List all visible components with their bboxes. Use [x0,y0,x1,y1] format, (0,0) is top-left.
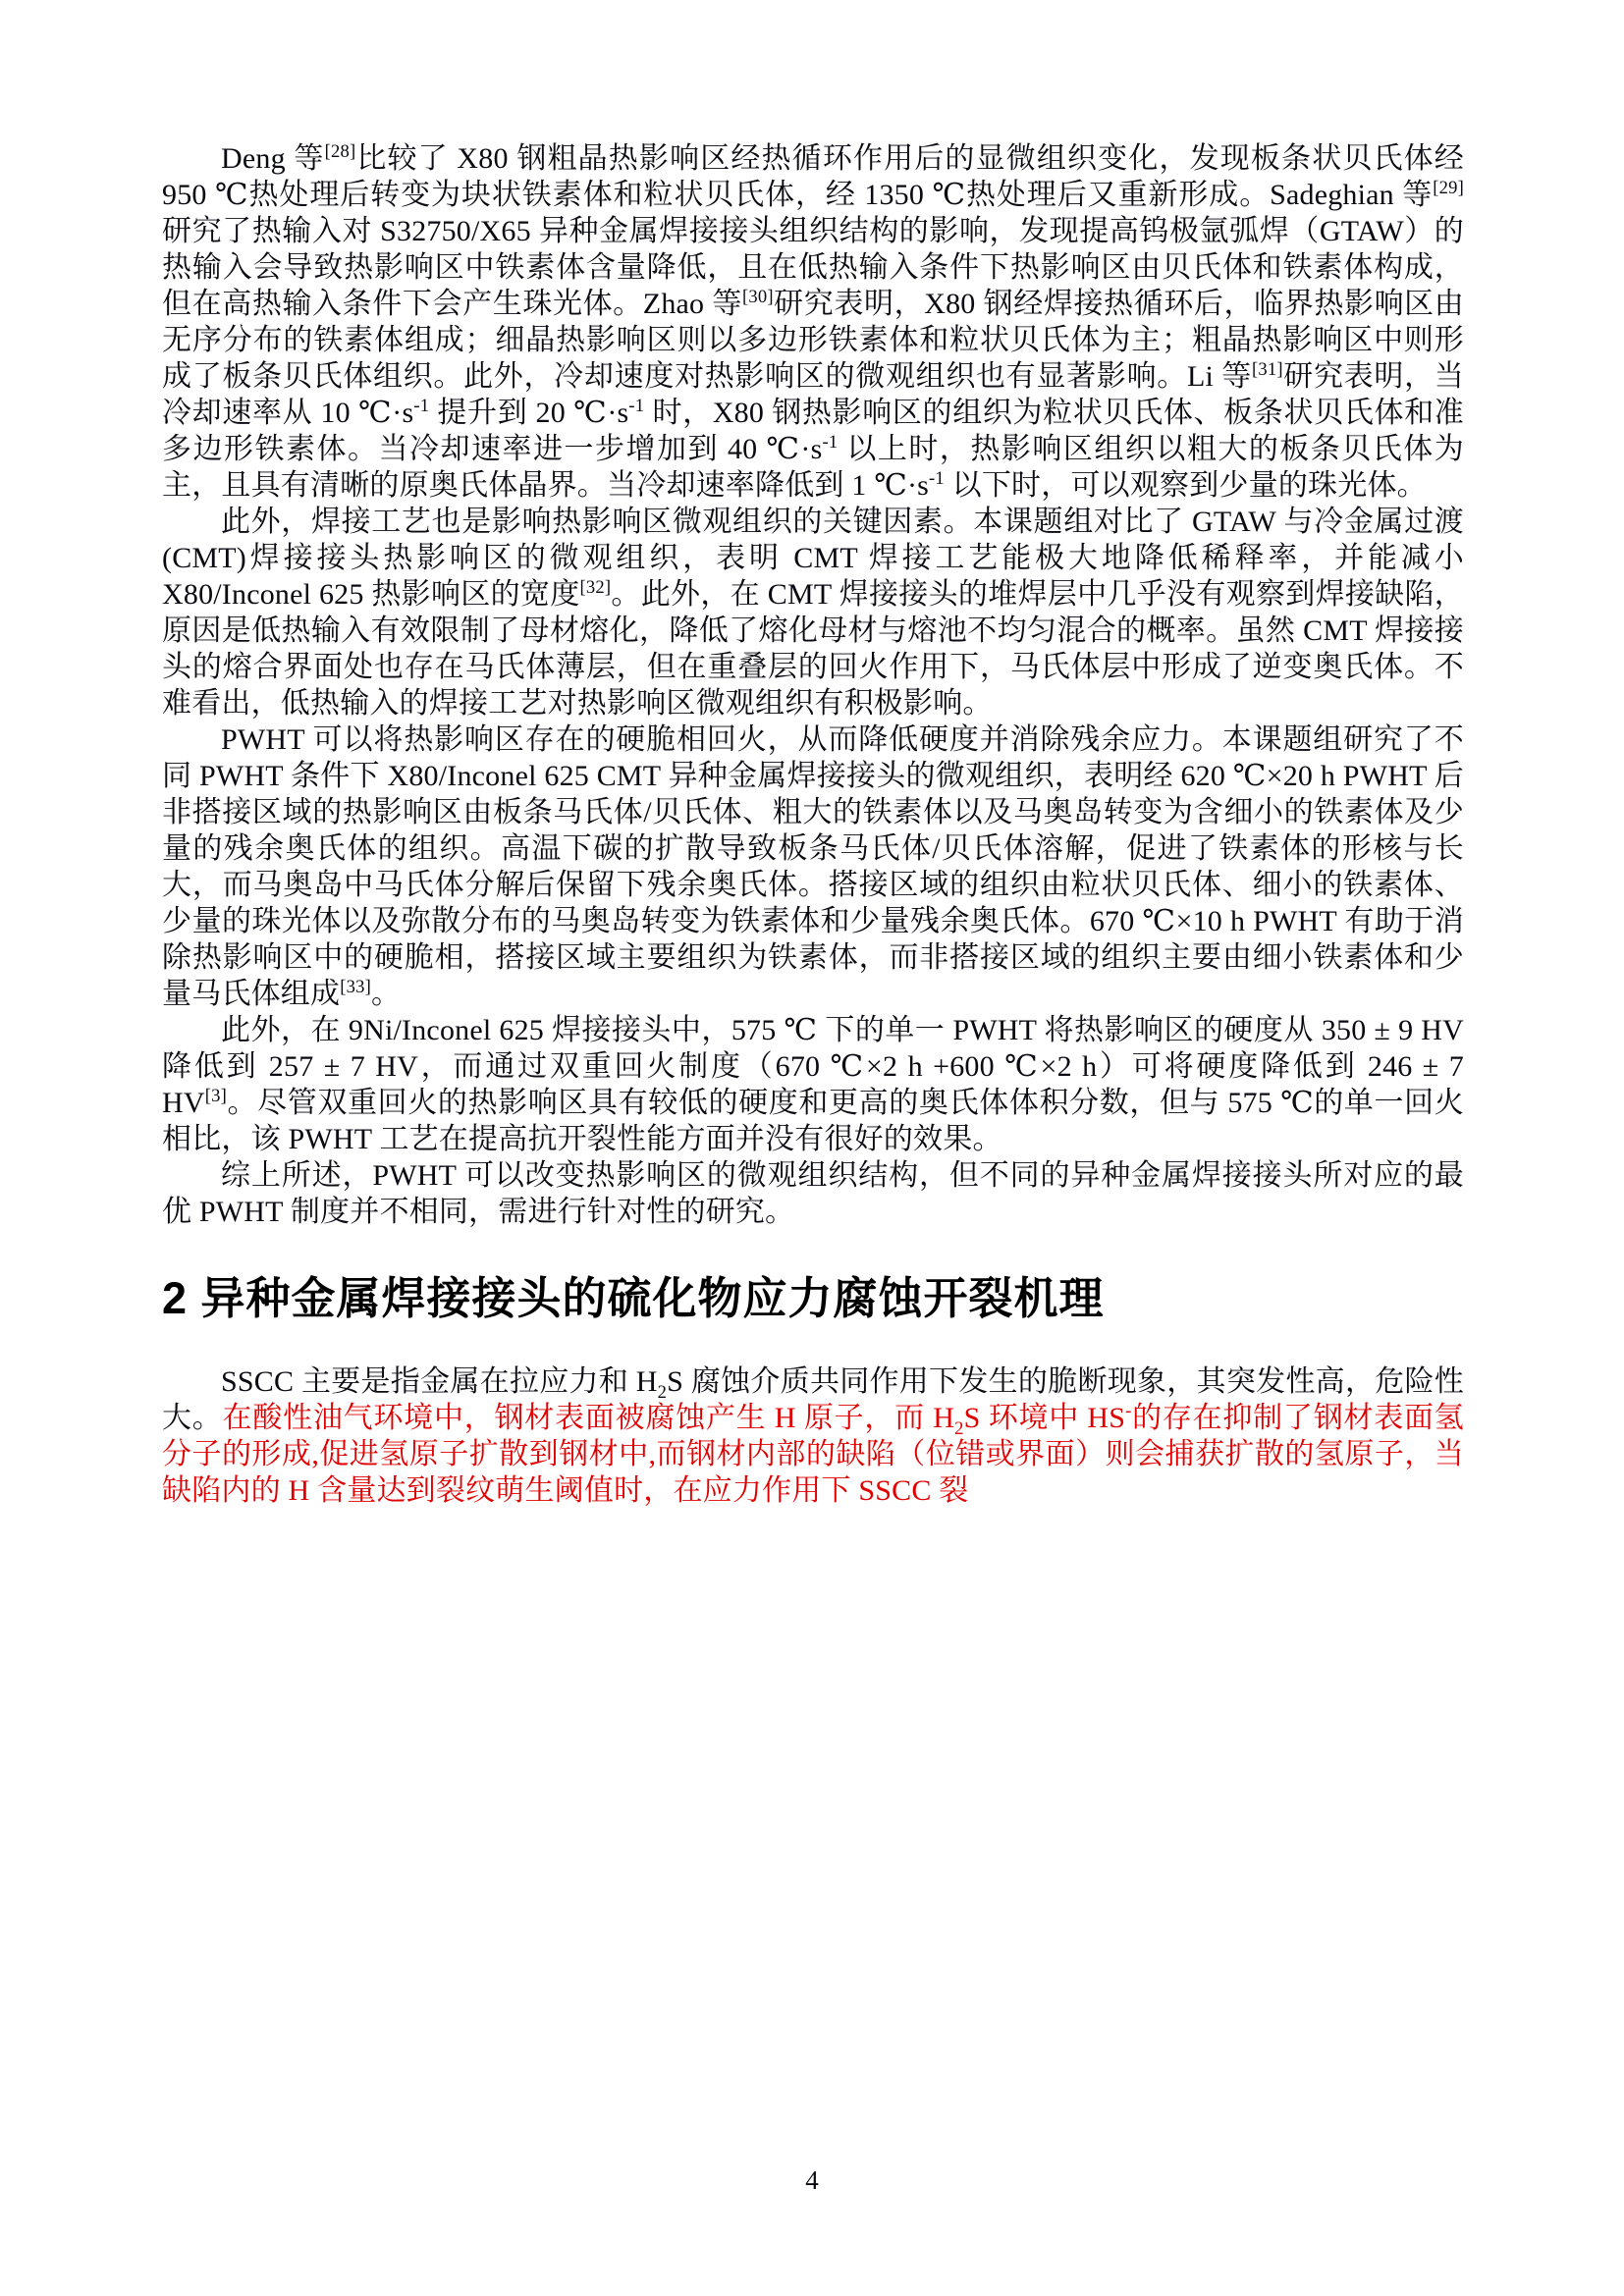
body-paragraph [162,1157,1464,1230]
reference-mark: [33] [340,977,371,997]
text-run: 以下时，可以观察到少量的珠光体。 [944,469,1427,502]
body-paragraph [162,1012,1464,1157]
text-run: PWHT 可以将热影响区存在的硬脆相回火，从而降低硬度并消除残余应力。本课题组研究了不同 PWHT 条件下 X80/Inconel 625 CMT 异种金属焊接接头的微观组织，表明经 620 ℃×20 h PWHT 后非搭接区域的热影响区由板条马氏体/贝氏体、粗大的铁素体以及马奥岛转变为含细小的铁素体及少量的残余奥氏体的组织。高温下碳的扩散导致板条马氏体/贝氏体溶解，促进了铁素体的形核与长大，而马奥岛中马氏体分解后保留下残余奥氏体。搭接区域的组织由粒状贝氏体、细小的铁素体、少量的珠光体以及弥散分布的马奥岛转变为铁素体和少量残余奥氏体。670 ℃×10 h PWHT 有助于消除热影响区中的硬脆相，搭接区域主要组织为铁素体，而非搭接区域的组织主要由细小铁素体和少量马氏体组成 [162,723,1464,1010]
text-run: 此外，在 9Ni/Inconel 625 焊接接头中，575 ℃ 下的单一 PWHT 将热影响区的硬度从 350 ± 9 HV 降低到 257 ± 7 HV，而通过双重回火制度（670 ℃×2 h +600 ℃×2 h）可将硬度降低到 246 ± 7 HV [162,1014,1464,1119]
body-paragraph [162,504,1464,721]
text-run: 研究了热输入对 S32750/X65 异种金属焊接接头组织结构的影响，发现提高钨极氩弧焊（GTAW）的热输入会导致热影响区中铁素体含量降低，且在低热输入条件下热影响区由贝氏体和铁素体构成，但在高热输入条件下会产生珠光体。Zhao 等 [162,215,1464,320]
text-run: 研究表明，当冷却速率从 10 ℃·s [162,360,1465,429]
text-run: 以上时，热影响区组织以粗大的板条贝氏体为主，且具有清晰的原奥氏体晶界。当冷却速率降低到 1 ℃·s [162,433,1464,502]
body-paragraph [162,1363,1464,1509]
text-run: 在酸性油气环境中，钢材表面被腐蚀产生 H 原子，而 H [222,1401,955,1434]
section-heading: 2 异种金属焊接接头的硫化物应力腐蚀开裂机理 [162,1273,1105,1323]
reference-mark: 2 [954,1417,964,1439]
body-paragraph [162,721,1464,1012]
reference-mark: [3] [204,1086,228,1106]
text-run: 综上所述，PWHT 可以改变热影响区的微观组织结构，但不同的异种金属焊接接头所对应的最优 PWHT 制度并不相同，需进行针对性的研究。 [162,1159,1465,1228]
text-run: Deng 等 [221,142,325,175]
text-run: 。 [370,978,402,1010]
text-run: 。此外，在 CMT 焊接接头的堆焊层中几乎没有观察到焊接缺陷，原因是低热输入有效限制了母材熔化，降低了熔化母材与熔池不均匀混合的概率。虽然 CMT 焊接接头的熔合界面处也存在马氏体薄层，但在重叠层的回火作用下，马氏体层中形成了逆变奥氏体。不难看出，低热输入的焊接工艺对热影响区微观组织有积极影响。 [162,578,1464,720]
text-run: 时，X80 钢热影响区的组织为粒状贝氏体、板条状贝氏体和准多边形铁素体。当冷却速率进一步增加到 40 ℃·s [162,397,1464,465]
reference-mark: -1 [628,396,645,416]
reference-mark: -1 [822,432,839,453]
reference-mark: [30] [741,287,774,307]
text-run: 提升到 20 ℃·s [429,397,629,429]
reference-mark: -1 [929,468,945,489]
reference-mark: [28] [324,141,356,162]
text-run: 比较了 X80 钢粗晶热影响区经热循环作用后的显微组织变化，发现板条状贝氏体经 950 ℃热处理后转变为块状铁素体和粒状贝氏体，经 1350 ℃热处理后又重新形成。Sadeghian 等 [162,142,1465,211]
page-number: 4 [805,2165,819,2195]
reference-mark: [31] [1251,359,1283,380]
page-content [162,140,1464,1509]
text-run: S 环境中 HS [963,1401,1126,1434]
reference-mark: [32] [579,577,612,598]
text-run: 研究表明，X80 钢经焊接热循环后，临界热影响区由无序分布的铁素体组成；细晶热影响区则以多边形铁素体和粒状贝氏体为主；粗晶热影响区中则形成了板条贝氏体组织。此外，冷却速度对热影响区的微观组织也有显著影响。Li 等 [162,288,1464,393]
text-run: SSCC 主要是指金属在拉应力和 H [221,1364,658,1398]
reference-mark: -1 [413,396,430,416]
text-run: 。尽管双重回火的热影响区具有较低的硬度和更高的奥氏体体积分数，但与 575 ℃的单一回火相比，该 PWHT 工艺在提高抗开裂性能方面并没有很好的效果。 [162,1087,1464,1155]
reference-mark: 2 [657,1381,668,1403]
text-run: 此外，焊接工艺也是影响热影响区微观组织的关键因素。本课题组对比了 GTAW 与冷金属过渡(CMT)焊接接头热影响区的微观组织，表明 CMT 焊接工艺能极大地降低稀释率，并能减小 X80/Inconel 625 热影响区的宽度 [162,506,1464,611]
text-run: S 腐蚀介质共同作用下发生的脆断现象，其突发性高，危险性大。 [162,1364,1464,1434]
reference-mark: [29] [1433,178,1464,198]
text-run: 的存在抑制了钢材表面氢分子的形成,促进氢原子扩散到钢材中,而钢材内部的缺陷（位错或界面）则会捕获扩散的氢原子，当缺陷内的 H 含量达到裂纹萌生阈值时，在应力作用下 SSCC 裂 [162,1401,1464,1507]
body-paragraph [162,140,1464,504]
reference-mark: - [1125,1400,1132,1421]
